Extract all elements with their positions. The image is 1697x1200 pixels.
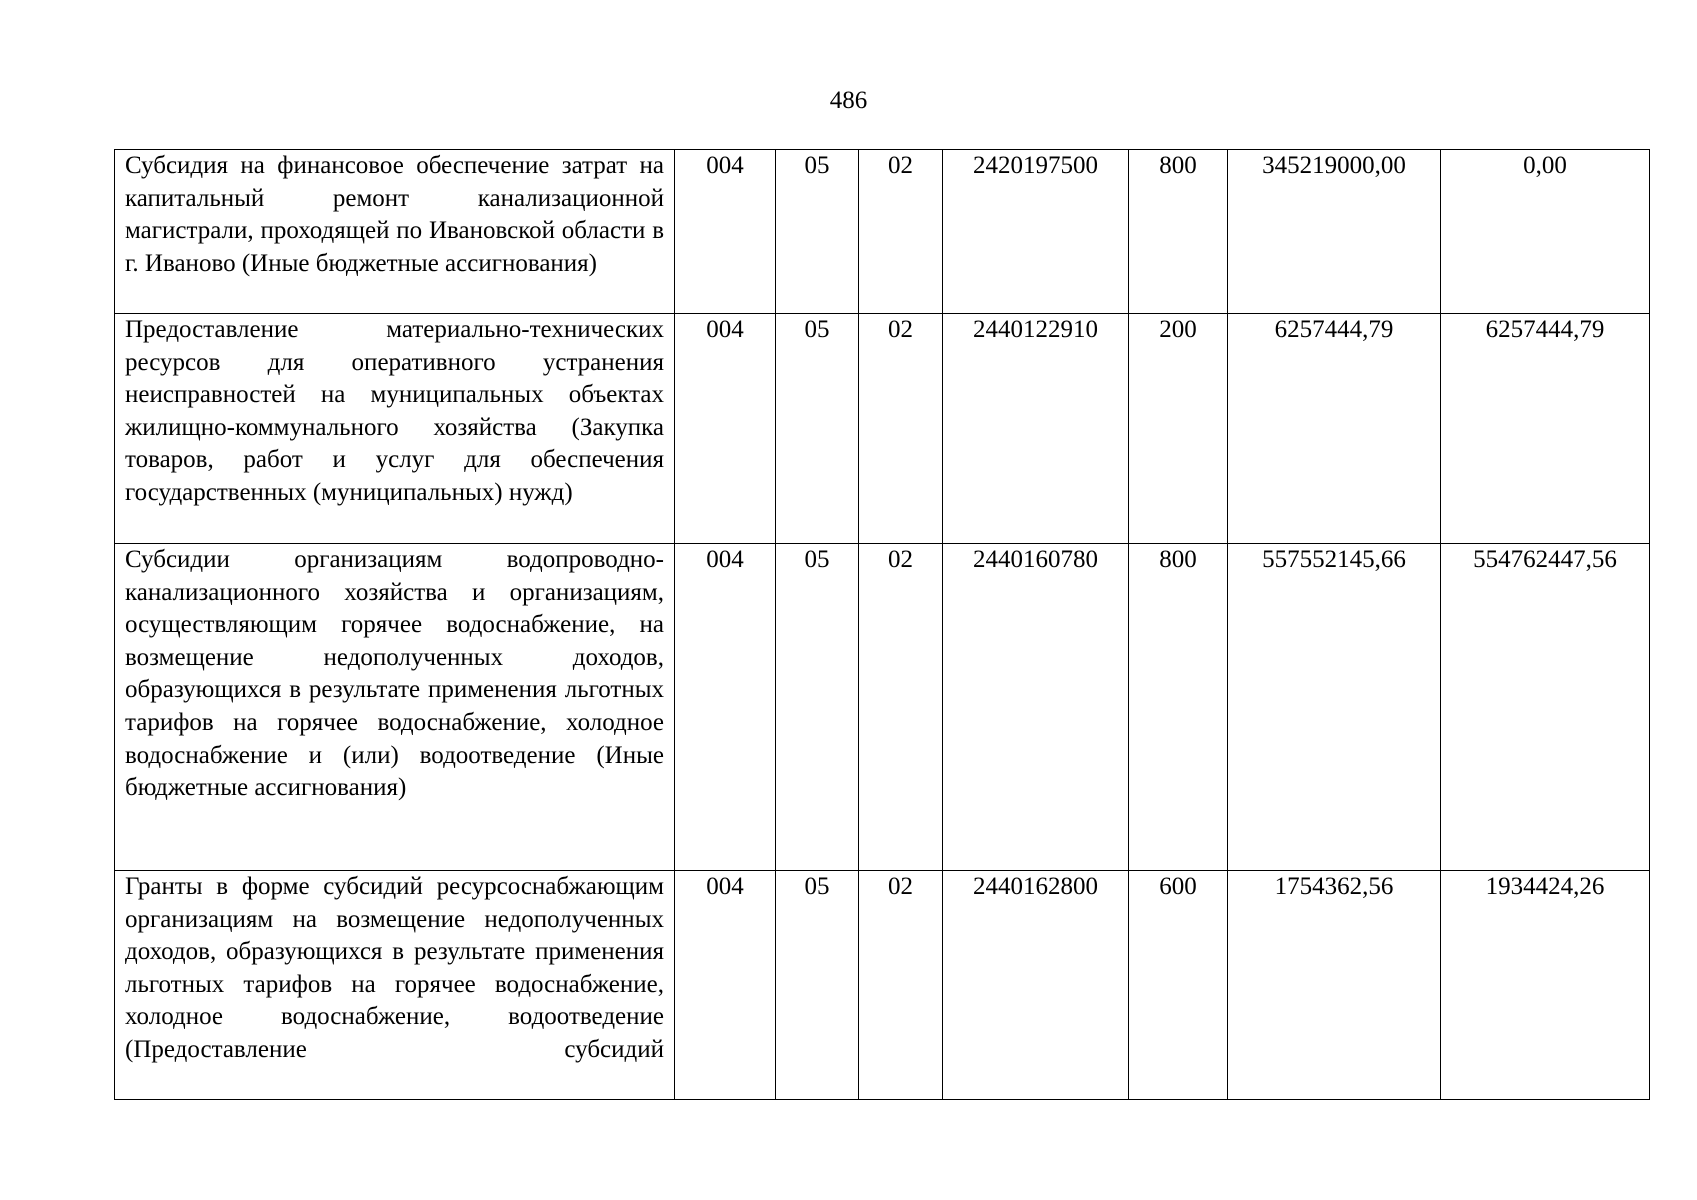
table-row — [115, 314, 1650, 544]
expense-type-code: 800 — [1129, 150, 1228, 314]
expense-type-code: 200 — [1129, 314, 1228, 544]
row-description: Субсидии организациям водопроводно-канализационного хозяйства и организациям, осуществляющим горячее водоснабжение, на возмещение недополученных доходов, образующихся в результате применения льготных тарифов на горячее водоснабжение, холодное водоснабжение и (или) водоотведение (Иные бюджетные ассигнования) — [115, 544, 675, 871]
target-item-code: 2420197500 — [943, 150, 1129, 314]
target-item-code: 2440160780 — [943, 544, 1129, 871]
target-item-code: 2440122910 — [943, 314, 1129, 544]
target-item-code: 2440162800 — [943, 871, 1129, 1100]
table-row — [115, 871, 1650, 1100]
row-description: Предоставление материально-технических ресурсов для оперативного устранения неисправностей на муниципальных объектах жилищно-коммунального хозяйства (Закупка товаров, работ и услуг для обеспечения государственных (муниципальных) нужд) — [115, 314, 675, 544]
ministry-code: 004 — [675, 314, 776, 544]
page-number: 486 — [829, 87, 868, 114]
subsection-code: 02 — [859, 150, 943, 314]
amount-first: 345219000,00 — [1228, 150, 1441, 314]
table-row — [115, 544, 1650, 871]
amount-first: 1754362,56 — [1228, 871, 1441, 1100]
amount-first: 6257444,79 — [1228, 314, 1441, 544]
amount-second: 0,00 — [1441, 150, 1650, 314]
section-code: 05 — [776, 544, 859, 871]
row-description: Гранты в форме субсидий ресурсоснабжающим организациям на возмещение недополученных доходов, образующихся в результате применения льготных тарифов на горячее водоснабжение, холодное водоснабжение, водоотведение (Предоставление субсидий — [115, 871, 675, 1100]
amount-second: 554762447,56 — [1441, 544, 1650, 871]
ministry-code: 004 — [675, 544, 776, 871]
expense-type-code: 800 — [1129, 544, 1228, 871]
amount-first: 557552145,66 — [1228, 544, 1441, 871]
amount-second: 6257444,79 — [1441, 314, 1650, 544]
section-code: 05 — [776, 871, 859, 1100]
budget-table — [114, 149, 1650, 1100]
section-code: 05 — [776, 314, 859, 544]
subsection-code: 02 — [859, 314, 943, 544]
subsection-code: 02 — [859, 871, 943, 1100]
ministry-code: 004 — [675, 871, 776, 1100]
ministry-code: 004 — [675, 150, 776, 314]
row-description: Субсидия на финансовое обеспечение затрат на капитальный ремонт канализационной магистрали, проходящей по Ивановской области в г. Иваново (Иные бюджетные ассигнования) — [115, 150, 675, 314]
table-row — [115, 150, 1650, 314]
amount-second: 1934424,26 — [1441, 871, 1650, 1100]
subsection-code: 02 — [859, 544, 943, 871]
expense-type-code: 600 — [1129, 871, 1228, 1100]
section-code: 05 — [776, 150, 859, 314]
